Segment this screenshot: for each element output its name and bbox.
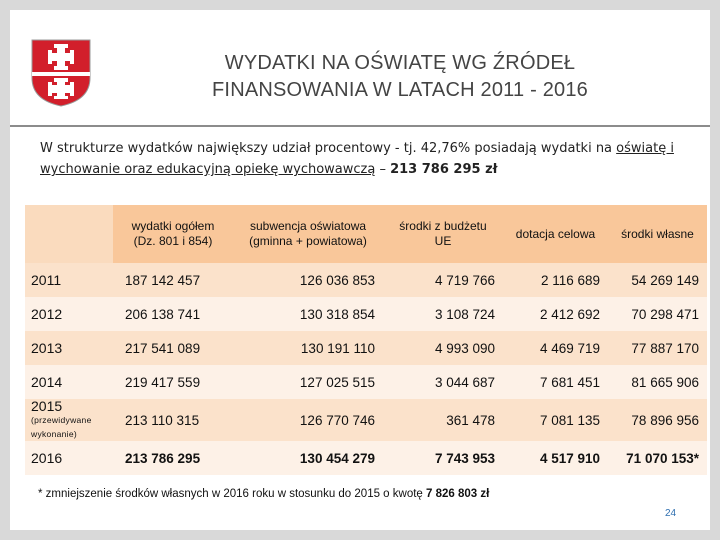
slide-title [120,50,680,104]
value-cell: 4 993 090 [383,331,503,365]
value-cell: 3 044 687 [383,365,503,399]
value-cell: 77 887 170 [608,331,707,365]
value-cell: 361 478 [383,399,503,441]
year-cell [25,399,113,441]
value-cell: 7 081 135 [503,399,608,441]
intro-bold-amount: 213 786 295 zł [390,162,498,177]
intro-part-2: – [375,162,391,177]
value-cell: 2 116 689 [503,263,608,297]
value-cell: 126 036 853 [233,263,383,297]
value-cell: 127 025 515 [233,365,383,399]
value-cell: 217 541 089 [113,331,233,365]
table-header-row [25,205,707,263]
value-cell: 3 108 724 [383,297,503,331]
year-label: 2015 [31,398,63,414]
value-cell: 219 417 559 [113,365,233,399]
value-cell: 130 454 279 [233,441,383,475]
value-cell: 187 142 457 [113,263,233,297]
year-cell: 2016 [25,441,113,475]
table-row [25,331,707,365]
table-row [25,365,707,399]
page-number: 24 [665,508,677,519]
value-cell: 7 743 953 [383,441,503,475]
value-cell: 130 191 110 [233,331,383,365]
year-note: (przewidywane wykonanie) [31,415,92,439]
value-cell: 70 298 471 [608,297,707,331]
expenditure-table [25,205,707,475]
year-cell: 2013 [25,331,113,365]
table-row [25,441,707,475]
value-cell: 2 412 692 [503,297,608,331]
header-grant: dotacja celowa [503,205,608,263]
divider [10,125,710,127]
intro-part-1: W strukturze wydatków największy udział procentowy - tj. 42,76% posiadają wydatki na [40,141,617,156]
slide [10,10,710,530]
header-eu: środki z budżetu UE [383,205,503,263]
value-cell: 78 896 956 [608,399,707,441]
value-cell: 4 469 719 [503,331,608,365]
value-cell: 4 517 910 [503,441,608,475]
table-row [25,399,707,441]
title-line-1: WYDATKI NA OŚWIATĘ WG ŹRÓDEŁ [224,52,576,74]
intro-text [40,138,690,180]
value-cell: 81 665 906 [608,365,707,399]
year-cell: 2012 [25,297,113,331]
value-cell: 126 770 746 [233,399,383,441]
title-line-2: FINANSOWANIA W LATACH 2011 - 2016 [212,79,588,101]
value-cell: 213 110 315 [113,399,233,441]
value-cell: 71 070 153* [608,441,707,475]
intro-underlined: oświatę i wychowanie oraz edukacyjną opiekę wychowawczą [40,141,674,177]
footnote-text: * zmniejszenie środków własnych w 2016 roku w stosunku do 2015 o kwotę [38,488,427,500]
value-cell: 4 719 766 [383,263,503,297]
value-cell: 54 269 149 [608,263,707,297]
header-total: wydatki ogółem (Dz. 801 i 854) [113,205,233,263]
year-cell: 2011 [25,263,113,297]
value-cell: 7 681 451 [503,365,608,399]
coat-of-arms-icon [30,38,92,108]
header-own: środki własne [608,205,707,263]
footnote-amount: 7 826 803 zł [426,488,490,500]
table-row [25,263,707,297]
footnote [38,488,489,500]
header-year [25,205,113,263]
table-row [25,297,707,331]
value-cell: 130 318 854 [233,297,383,331]
value-cell: 206 138 741 [113,297,233,331]
year-cell: 2014 [25,365,113,399]
header-subsidy: subwencja oświatowa (gminna + powiatowa) [233,205,383,263]
value-cell: 213 786 295 [113,441,233,475]
